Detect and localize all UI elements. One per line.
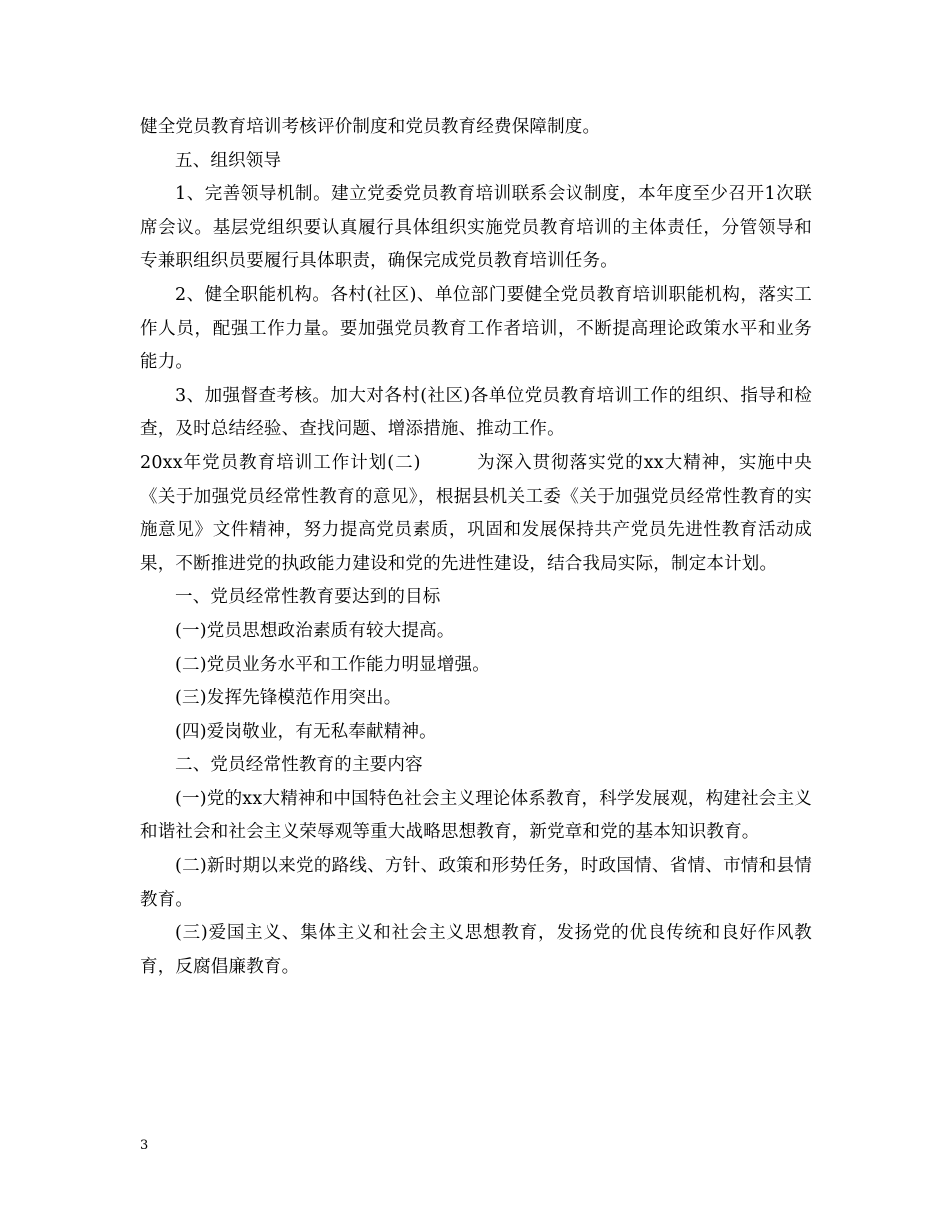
- paragraph: 健全党员教育培训考核评价制度和党员教育经费保障制度。: [140, 117, 601, 137]
- list-item: (二)党员业务水平和工作能力明显增强。: [175, 654, 490, 675]
- list-item: (二)新时期以来党的路线、方针、政策和形势任务，时政国情、省情、市情和县情教育。: [140, 856, 812, 910]
- section-heading: 一、党员经常性教育要达到的目标: [175, 587, 441, 608]
- list-item: (一)党员思想政治素质有较大提高。: [175, 620, 455, 641]
- page-number: 3: [140, 1138, 149, 1153]
- paragraph: 2、健全职能机构。各村(社区)、单位部门要健全党员教育培训职能机构，落实工作人员，配强工作力量。要加强党员教育工作者培训，不断提高理论政策水平和业务能力。: [140, 284, 812, 373]
- paragraph: 1、完善领导机制。建立党委党员教育培训联系会议制度，本年度至少召开1次联席会议。基层党组织要认真履行具体组织实施党员教育培训的主体责任，分管领导和专兼职组织员要履行具体职责，确保完成党员教育培训任务。: [140, 184, 812, 272]
- section-heading: 五、组织领导: [175, 150, 282, 171]
- paragraph: 20xx年党员教育培训工作计划(二) 为深入贯彻落实党的xx大精神，实施中央《关于加强党员经常性教育的意见》，根据县机关工委《关于加强党员经常性教育的实施意见》文件精神，努力提高党员素质，巩固和发展保持共产党员先进性教育活动成果，不断推进党的执政能力建设和党的先进性建设，结合我局实际，制定本计划。: [140, 452, 812, 574]
- document-body: [140, 111, 812, 984]
- section-heading: 二、党员经常性教育的主要内容: [175, 755, 423, 776]
- paragraph: 3、加强督查考核。加大对各村(社区)各单位党员教育培训工作的组织、指导和检查，及时总结经验、查找问题、增添措施、推动工作。: [140, 385, 812, 440]
- list-item: (四)爱岗敬业，有无私奉献精神。: [175, 721, 437, 742]
- list-item: (三)发挥先锋模范作用突出。: [175, 688, 402, 709]
- list-item: (一)党的xx大精神和中国特色社会主义理论体系教育，科学发展观，构建社会主义和谐社会和社会主义荣辱观等重大战略思想教育，新党章和党的基本知识教育。: [140, 788, 812, 843]
- list-item: (三)爱国主义、集体主义和社会主义思想教育，发扬党的优良传统和良好作风教育，反腐倡廉教育。: [140, 923, 812, 977]
